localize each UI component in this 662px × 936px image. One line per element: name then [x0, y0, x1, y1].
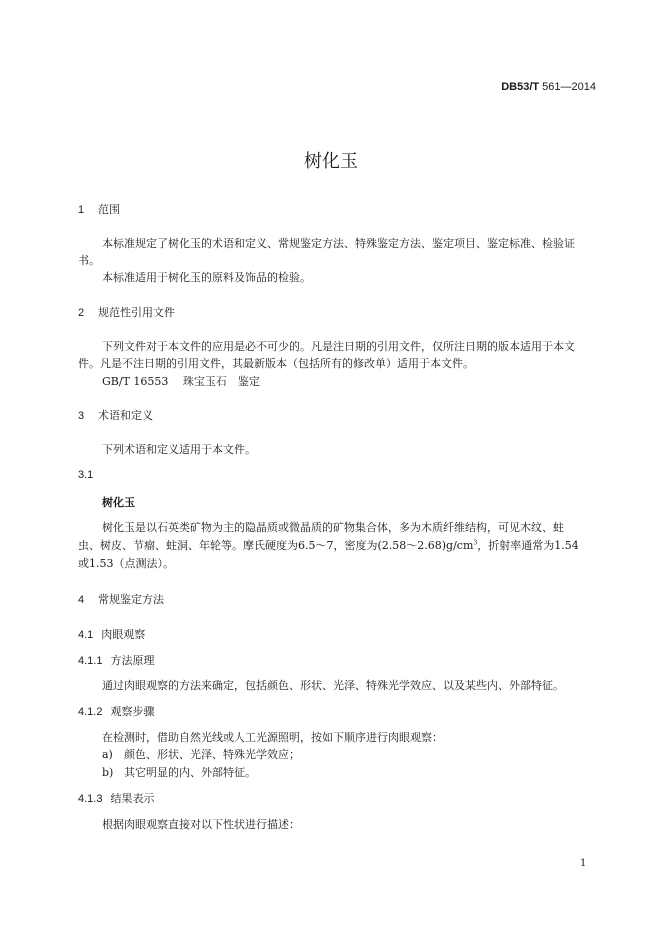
section-1-heading: [78, 201, 120, 217]
section-title: 方法原理: [110, 655, 155, 667]
section-4-1-1-heading: [78, 652, 154, 668]
section-number: 4.1.3: [78, 793, 103, 805]
standard-prefix: DB53/T: [501, 81, 540, 93]
section-number: 4.1: [78, 629, 94, 641]
paragraph-line: 下列术语和定义适用于本文件。: [102, 443, 256, 456]
list-item: [102, 764, 256, 780]
section-number: 4.1.2: [78, 706, 103, 718]
section-4-heading: [78, 591, 164, 607]
paragraph-line: 书。: [78, 254, 100, 267]
section-title: 规范性引用文件: [98, 307, 175, 319]
list-marker: a): [102, 748, 113, 761]
section-number: 4: [78, 594, 85, 606]
section-4-1-heading: [78, 626, 145, 642]
list-marker: b): [102, 766, 114, 779]
section-number: 2: [78, 307, 85, 319]
standard-code: [501, 81, 596, 93]
paragraph-line: 本标准规定了树化玉的术语和定义、常规鉴定方法、特殊鉴定方法、鉴定项目、鉴定标准、检验证: [102, 237, 575, 250]
paragraph-line: [78, 537, 579, 553]
section-2-heading: [78, 304, 175, 320]
section-title: 观察步骤: [110, 706, 155, 718]
paragraph-line: 件。凡是不注日期的引用文件，其最新版本（包括所有的修改单）适用于本文件。: [78, 357, 474, 370]
section-title: 结果表示: [110, 793, 155, 805]
paragraph-line: 根据肉眼观察直接对以下性状进行描述：: [102, 818, 300, 831]
section-3-heading: [78, 407, 153, 423]
page-number: 1: [580, 858, 587, 869]
paragraph-line: 在检测时，借助自然光线或人工光源照明，按如下顺序进行肉眼观察：: [102, 731, 443, 744]
section-number: 3: [78, 410, 85, 422]
paragraph-line: 通过肉眼观察的方法来确定，包括颜色、形状、光泽、特殊光学效应、以及某些内、外部特征。: [102, 679, 564, 692]
section-number: 4.1.1: [78, 655, 103, 667]
definition-text: 虫、树皮、节瘤、蛀洞、年轮等。摩氏硬度为6.5～7，密度为(2.58～2.68)g/cm: [78, 539, 474, 552]
paragraph-line: 或1.53（点测法）。: [78, 557, 174, 570]
definition-text: ，折射率通常为1.54: [477, 539, 579, 552]
section-3-1-number: 3.1: [78, 469, 94, 481]
section-number: 1: [78, 204, 85, 216]
section-4-1-3-heading: [78, 790, 154, 806]
paragraph-line: 本标准适用于树化玉的原料及饰品的检验。: [102, 271, 311, 284]
standard-number: 561—2014: [542, 81, 596, 93]
list-text: 其它明显的内、外部特征。: [124, 766, 256, 779]
section-title: 肉眼观察: [101, 629, 146, 641]
list-item: [102, 746, 300, 762]
list-text: 颜色、形状、光泽、特殊光学效应；: [124, 748, 300, 761]
section-title: 术语和定义: [98, 410, 153, 422]
document-title: 树化玉: [304, 151, 358, 171]
term-heading: 树化玉: [102, 497, 135, 509]
paragraph-line: 下列文件对于本文件的应用是必不可少的。凡是注日期的引用文件，仅所注日期的版本适用于本文: [102, 340, 575, 353]
section-4-1-2-heading: [78, 703, 154, 719]
normative-reference: GB/T 16553 珠宝玉石 鉴定: [102, 375, 260, 388]
superscript: 3: [473, 539, 478, 547]
section-title: 范围: [98, 204, 120, 216]
paragraph-line: 树化玉是以石英类矿物为主的隐晶质或微晶质的矿物集合体，多为木质纤维结构，可见木纹、蛀: [102, 521, 564, 534]
section-title: 常规鉴定方法: [98, 594, 164, 606]
